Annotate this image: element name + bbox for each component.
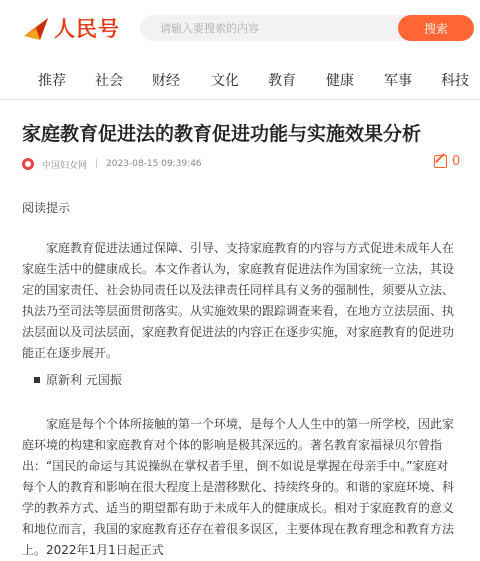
nav-item-finance[interactable]: 财经 — [152, 73, 180, 89]
authors-text: 原新利 元国振 — [46, 373, 122, 387]
authors-line — [22, 370, 460, 391]
nav-item-military[interactable]: 军事 — [384, 73, 412, 89]
nav-item-health[interactable]: 健康 — [326, 73, 354, 89]
comment-count: 0 — [452, 154, 461, 169]
article-date: 2023-08-15 09:39:46 — [106, 159, 202, 169]
comment-button[interactable] — [434, 154, 460, 169]
header — [0, 0, 480, 58]
article-title: 家庭教育促进法的教育促进功能与实施效果分析 — [22, 123, 422, 145]
nav-item-education[interactable]: 教育 — [268, 73, 296, 89]
comment-edit-icon — [434, 155, 447, 168]
search-input[interactable] — [140, 15, 422, 41]
nav-bar — [0, 60, 480, 100]
logo[interactable] — [22, 12, 120, 44]
reading-tip-heading: 阅读提示 — [22, 201, 71, 215]
search-box — [140, 15, 422, 41]
search-button[interactable]: 搜索 — [398, 15, 474, 41]
nav-item-tech[interactable]: 科技 — [441, 73, 469, 89]
logo-text: 人民号 — [54, 17, 120, 41]
bullet-square-icon — [34, 377, 40, 383]
article-source[interactable]: 中国妇女网 — [42, 160, 88, 171]
people-logo-icon — [22, 14, 50, 42]
meta-divider: | — [95, 159, 99, 169]
source-avatar-icon — [22, 158, 34, 170]
nav-item-culture[interactable]: 文化 — [211, 73, 239, 89]
body-paragraph: 家庭是每个个体所接触的第一个环境，是每个人人生中的第一所学校，因此家庭环境的构建和家庭教育对个体的影响是极其深远的。著名教育家福禄贝尔曾指出：“国民的命运与其说操纵在掌权者手里，倒不如说是掌握在母亲手中。”家庭对每个人的教育和影响在很大程度上是潜移默化、持续终身的。和谐的家庭环境、科学的教养方式、适当的期望都有助于未成年人的健康成长。相对于家庭教育的意义和地位而言，我国的家庭教育还存在着很多误区，主要体现在教育理念和教育方法上。2022年1月1日起正式 — [22, 417, 455, 557]
nav-item-recommend[interactable]: 推荐 — [38, 73, 66, 89]
article-meta — [22, 156, 202, 172]
summary-paragraph: 家庭教育促进法通过保障、引导、支持家庭教育的内容与方式促进未成年人在家庭生活中的健康成长。本文作者认为，家庭教育促进法作为国家统一立法，其设定的国家责任、社会协同责任以及法律责任同样具有义务的强制性，须要从立法、执法乃至司法等层面贯彻落实。从实施效果的跟踪调查来看，在地方立法层面、执法层面以及司法层面，家庭教育促进法的内容正在逐步实施，对家庭教育的促进功能正在逐步展开。 — [22, 241, 455, 360]
nav-item-society[interactable]: 社会 — [95, 73, 123, 89]
